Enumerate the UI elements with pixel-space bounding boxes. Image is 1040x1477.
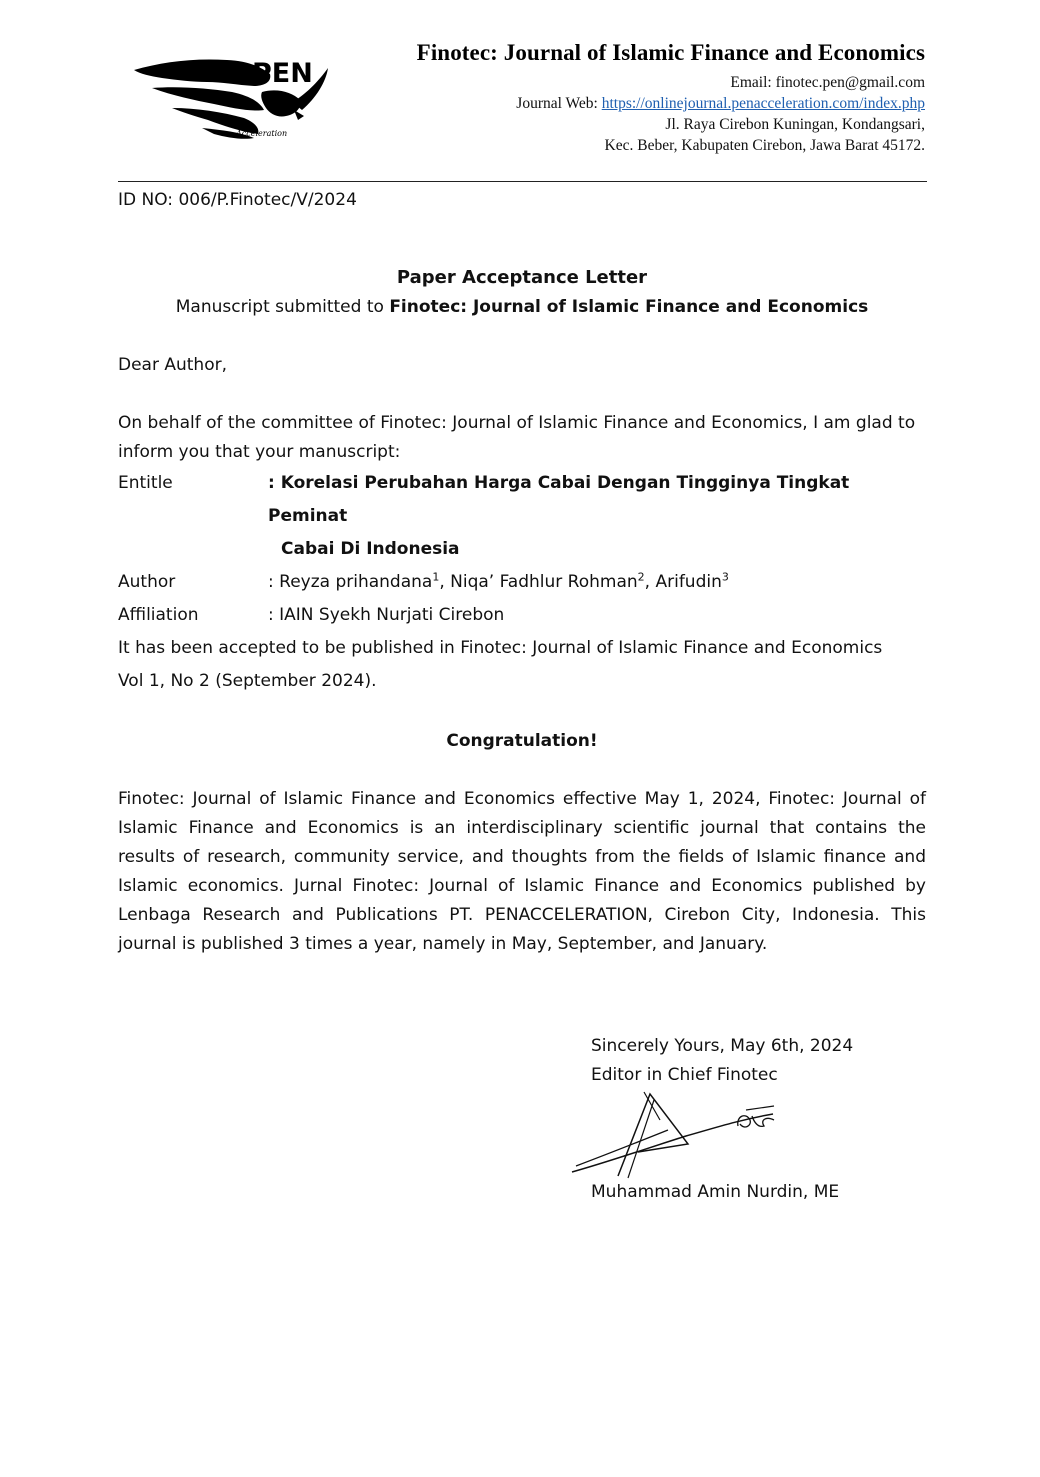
letter-subtitle: [118, 293, 926, 322]
letter-body: [118, 186, 926, 959]
author-prefix: :: [268, 572, 280, 592]
subtitle-journal: Finotec: Journal of Islamic Finance and Economics: [389, 297, 869, 317]
author-2-sup: 2: [637, 570, 645, 584]
affiliation-label: Affiliation: [118, 605, 199, 625]
author-label: Author: [118, 572, 176, 592]
entitle-value-line-2: Cabai Di Indonesia: [281, 539, 460, 559]
journal-description: Finotec: Journal of Islamic Finance and Economics effective May 1, 2024, Finotec: Journal of Islamic Finance and Economics is an interdisciplinary scientific journal that contains the results of research, community service, and thoughts from the fields of Islamic finance and Islamic economics. Jurnal Finotec: Journal of Islamic Finance and Economics published by Lenbaga Research and Publications PT. PENACCELERATION, Cirebon City, Indonesia. This journal is published 3 times a year, namely in May, September, and January.: [118, 789, 926, 954]
journal-address-line-2: Kec. Beber, Kabupaten Cirebon, Jawa Barat 45172.: [604, 137, 925, 154]
logo-text: PEN: [252, 58, 313, 89]
affiliation-value: : IAIN Syekh Nurjati Cirebon: [268, 605, 505, 625]
journal-address-line-1: Jl. Raya Cirebon Kuningan, Kondangsari,: [665, 116, 925, 133]
author-3: , Arifudin: [644, 572, 722, 592]
author-value: [268, 566, 926, 599]
author-1: Reyza prihandana: [279, 572, 433, 592]
handwritten-signature: [568, 1090, 788, 1180]
entitle-value-line-1: : Korelasi Perubahan Harga Cabai Dengan Tingginya Tingkat Peminat: [268, 473, 850, 526]
pen-acceleration-logo: [132, 52, 332, 144]
subtitle-prefix: Manuscript submitted to: [175, 297, 390, 317]
affiliation-row: [118, 599, 926, 632]
author-3-sup: 3: [721, 570, 729, 584]
intro-paragraph: On behalf of the committee of Finotec: Journal of Islamic Finance and Economics, I am glad to inform you that your manuscript:: [118, 413, 916, 462]
journal-web-line: [305, 93, 925, 114]
logo-subtext: Acceleration: [236, 129, 288, 138]
letter-title: Paper Acceptance Letter: [396, 267, 648, 288]
entitle-row-continued: [118, 533, 926, 566]
journal-title: Finotec: Journal of Islamic Finance and Economics: [416, 40, 925, 65]
salutation: Dear Author,: [118, 355, 227, 375]
journal-header: [305, 40, 925, 156]
closing-line: Sincerely Yours, May 6th, 2024: [591, 1036, 854, 1056]
author-2: , Niqa’ Fadhlur Rohman: [439, 572, 638, 592]
entitle-row: [118, 467, 926, 533]
author-1-sup: 1: [432, 570, 440, 584]
entitle-label: Entitle: [118, 473, 173, 493]
signer-name: Muhammad Amin Nurdin, ME: [591, 1182, 840, 1202]
header-divider: [118, 181, 927, 182]
letter-id-number: ID NO: 006/P.Finotec/V/2024: [118, 190, 357, 210]
congratulation-heading: Congratulation!: [446, 731, 598, 751]
journal-web-link[interactable]: https://onlinejournal.penacceleration.com/index.php: [601, 95, 925, 112]
accepted-line-1: It has been accepted to be published in Finotec: Journal of Islamic Finance and Economics: [118, 638, 883, 658]
accepted-line-2: Vol 1, No 2 (September 2024).: [118, 671, 377, 691]
signature-block: [591, 1032, 931, 1090]
author-row: [118, 566, 926, 599]
journal-web-label: Journal Web:: [516, 95, 602, 112]
signer-role: Editor in Chief Finotec: [591, 1065, 778, 1085]
journal-email: Email: finotec.pen@gmail.com: [730, 74, 925, 91]
